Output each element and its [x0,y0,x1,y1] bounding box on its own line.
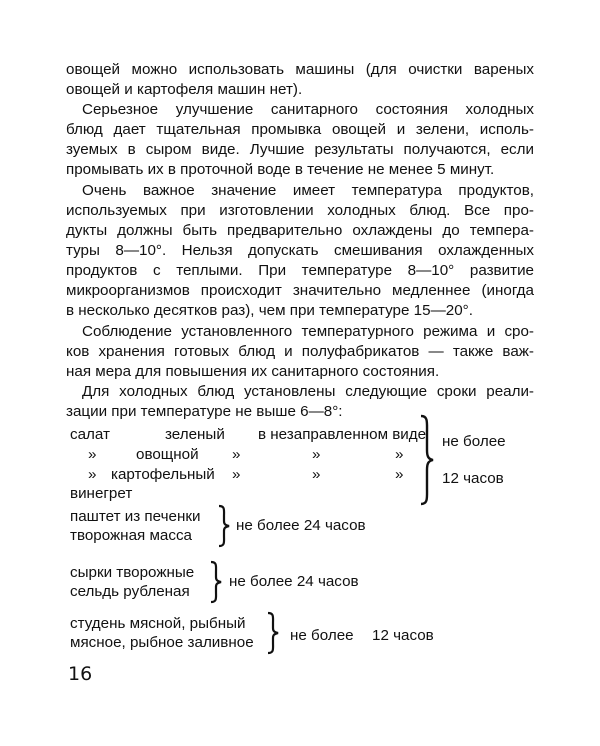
ditto-mark: » [232,446,241,463]
ditto-mark: » [88,466,97,483]
text-line: Серьезное улучшение санитарного состояния холодных [82,101,534,118]
ditto-mark: » [88,446,97,463]
shelf-life-label: 12 часов [442,470,504,487]
item-word: винегрет [70,485,133,502]
curly-brace-icon [208,560,224,604]
page-number: 16 [68,663,93,685]
text-line: микроорганизмов происходит значительно медленнее (иногда [66,282,534,299]
ditto-mark: » [232,466,241,483]
item-word: сельдь рубленая [70,583,190,600]
shelf-life-label: не более [442,433,506,450]
text-line: зуемых в сыром виде. Лучшие результаты получаются, если [66,141,534,158]
item-word: сырки творожные [70,564,195,581]
item-word: паштет из печенки [70,508,201,525]
item-word: салат [70,426,110,443]
item-word: картофельный [111,466,215,483]
text-line: ная мера для повышения их санитарного состояния. [66,363,440,380]
curly-brace-icon [216,504,232,548]
text-line: блюд дает тщательная промывка овощей и зелени, исполь- [66,121,534,138]
text-line: овощей можно использовать машины (для очистки вареных [66,61,534,78]
text-line: овощей и картофеля машин нет). [66,81,303,98]
ditto-mark: » [395,466,404,483]
ditto-mark: » [395,446,404,463]
shelf-life-label: не более 24 часов [229,573,359,590]
item-word: зеленый [165,426,225,443]
text-line: в несколько десятков раз), чем при температуре 15—20°. [66,302,473,319]
ditto-mark: » [312,446,321,463]
item-word: творожная масса [70,527,192,544]
item-word: овощной [136,446,199,463]
text-line: ков хранения готовых блюд и полуфабрикатов — также важ- [66,343,534,360]
ditto-mark: » [312,466,321,483]
shelf-life-label: не более [290,627,354,644]
shelf-life-label: 12 часов [372,627,434,644]
text-line: дукты должны быть предварительно охлаждены до темпера- [66,222,534,239]
shelf-life-label: не более 24 часов [236,517,366,534]
text-line: промывать их в проточной воде в течение не менее 5 минут. [66,161,495,178]
item-word: мясное, рыбное заливное [70,634,254,651]
item-word: в незаправленном виде [258,426,427,443]
text-line: продуктов с теплыми. При температуре 8—10° развитие [66,262,534,279]
curly-brace-icon [415,414,437,506]
item-word: студень мясной, рыбный [70,615,246,632]
text-line: туры 8—10°. Нельзя допускать смешивания охлажденных [66,242,534,259]
text-line: Очень важное значение имеет температура продуктов, [82,182,534,199]
text-line: Соблюдение установленного температурного режима и сро- [82,323,534,340]
text-line: используемых при изготовлении холодных блюд. Все про- [66,202,534,219]
text-line: Для холодных блюд установлены следующие сроки реали- [82,383,534,400]
curly-brace-icon [265,611,281,655]
text-line: зации при температуре не выше 6—8°: [66,403,343,420]
